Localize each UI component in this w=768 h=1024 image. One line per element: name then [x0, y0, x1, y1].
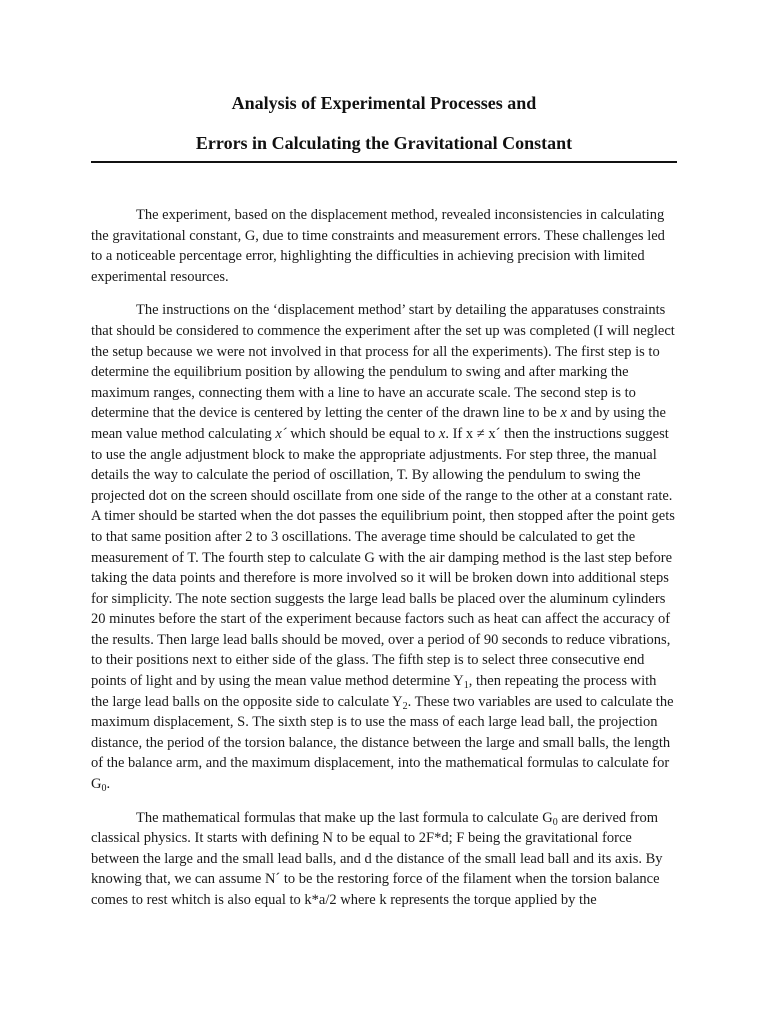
paragraph-method — [91, 300, 677, 794]
paragraph-method-text-e: , then repeating the process with the large lead balls on the opposite side to calculate Y — [91, 673, 657, 710]
paragraph-method-text-d: . If x ≠ x´ then the instructions suggest to use the angle adjustment block to make the appropriate adjustments. For step three, the manual details the way to calculate the period of oscillation, T. By allowing the pendulum to swing the projected dot on the screen should oscillate from one side of the range to the other at a constant rate. A timer should be started when the dot passes the equilibrium point, then stopped after the point gets to that same position after 2 to 3 oscillations. The average time should be calculated to get the measurement of T. The fourth step to calculate G with the air damping method is the last step before taking the data points and therefore is more involved so it will be broken down into additional steps for simplicity. The note section suggests the large lead balls be placed over the aluminum cylinders 20 minutes before the start of the experiment because factors such as heat can affect the accuracy of the results. Then large lead balls should be moved, over a period of 90 seconds to reduce vibrations, to their positions next to either side of the glass. The fifth step is to select three consecutive end points of light and by using the mean value method determine Y — [91, 425, 675, 690]
paragraph-formulas — [91, 808, 677, 911]
document-body — [91, 205, 677, 911]
paragraph-method-text-f: . These two variables are used to calculate the maximum displacement, S. The sixth step is to use the mass of each large lead ball, the projection distance, the period of the torsion balance, the distance between the large and small balls, the length of the balance arm, and the maximum displacement, into the mathematical formulas to calculate for G — [91, 693, 674, 793]
variable-x: x — [438, 425, 446, 442]
paragraph-method-text-g: . — [106, 776, 111, 793]
paragraph-method-text-a: The instructions on the ‘displacement method’ start by detailing the apparatuses constraints that should be considered to commence the experiment after the set up was completed (I will neglect the setup because we were not involved in that process for all the experiments). The first step is to determine the equilibrium position by allowing the pendulum to swing and after marking the maximum ranges, connecting them with a line to have an accurate scale. The second step is to determine that the device is centered by letting the center of the drawn line to be — [91, 302, 675, 422]
paragraph-formulas-text-a: The mathematical formulas that make up the last formula to calculate G — [136, 809, 553, 826]
subscript: 2 — [402, 700, 408, 712]
subscript: 0 — [101, 783, 107, 795]
subscript: 0 — [552, 816, 558, 828]
variable-x-prime: x´ — [275, 425, 287, 442]
paragraph-formulas-text-b: are derived from classical physics. It starts with defining N to be equal to 2F*d; F being the gravitational force between the large and the small lead balls, and d the distance of the small lead ball and its axis. By knowing that, we can assume N´ to be the restoring force of the filament when the torsion balance comes to rest whitch is also equal to k*a/2 where k represents the torque applied by the — [91, 809, 663, 908]
paragraph-intro: The experiment, based on the displacement method, revealed inconsistencies in calculating the gravitational constant, G, due to time constraints and measurement errors. These challenges led to a noticeable percentage error, highlighting the difficulties in achieving precision with limited experimental resources. — [91, 207, 665, 285]
variable-x: x — [560, 405, 567, 422]
title-divider — [91, 161, 677, 163]
paragraph-method-text-c: which should be equal to — [286, 425, 439, 442]
subscript: 1 — [463, 680, 469, 692]
title-line-2: Errors in Calculating the Gravitational Constant — [195, 133, 573, 153]
paragraph-method-text-b: and by using the mean value method calculating — [91, 405, 666, 442]
title-line-1: Analysis of Experimental Processes and — [231, 93, 537, 113]
